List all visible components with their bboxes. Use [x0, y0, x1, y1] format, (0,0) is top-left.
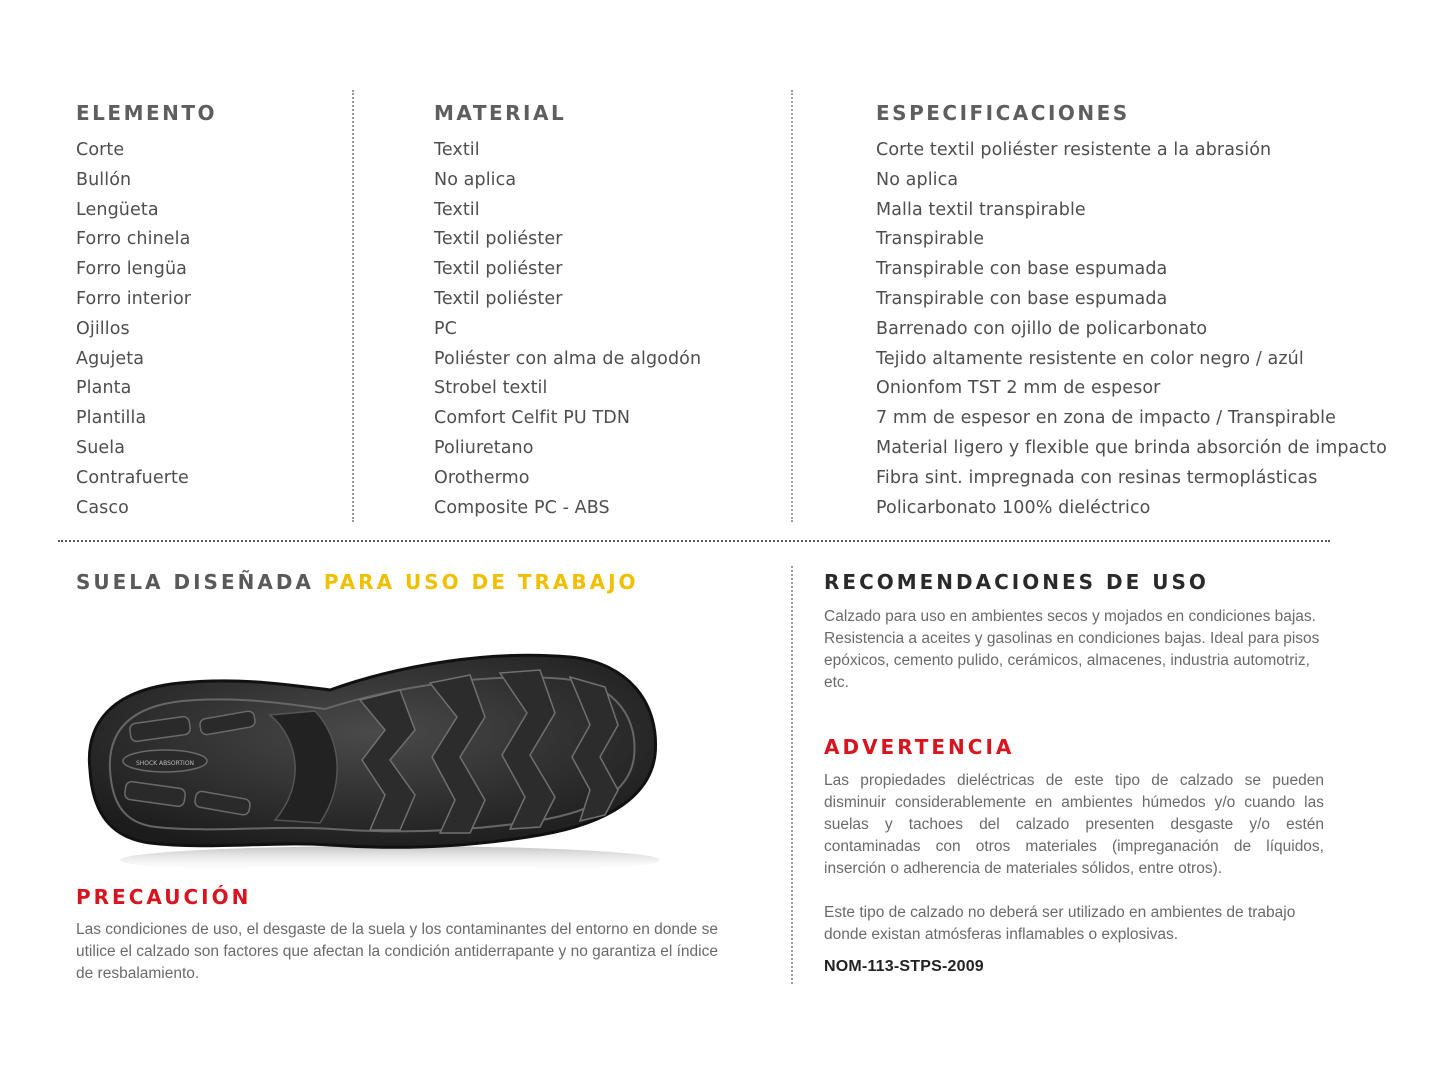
elemento-item: Corte [76, 140, 125, 160]
column-divider [352, 90, 354, 522]
elemento-item: Forro lengüa [76, 259, 187, 280]
elemento-item: Bullón [76, 169, 132, 190]
sole-label-text: SHOCK ABSORTION [135, 760, 195, 767]
material-item: Textil [434, 199, 480, 220]
elemento-column [76, 100, 336, 523]
material-item: Poliuretano [434, 437, 534, 458]
elemento-item: Suela [76, 437, 126, 458]
material-list [434, 136, 774, 523]
material-item: No aplica [434, 169, 517, 190]
elemento-item: Casco [76, 497, 129, 518]
elemento-item: Forro interior [76, 288, 192, 309]
especificaciones-list [876, 136, 1387, 523]
especificaciones-item: Tejido altamente resistente en color negro / azúl [876, 348, 1304, 369]
column-divider [791, 90, 793, 522]
material-item: Composite PC - ABS [434, 497, 610, 518]
especificaciones-item: Policarbonato 100% dieléctrico [876, 497, 1151, 518]
warning-text: Las propiedades dieléctricas de este tipo de calzado se pueden disminuir considerablemente en ambientes húmedos y/o cuando las suelas y tachoes del calzado presenten desgaste y/o estén contaminadas con otros materiales (impreganación de líquidos, inserción o adherencia de materiales sólidos, entre otros). [824, 772, 1324, 877]
bottom-column-divider [791, 566, 793, 984]
material-item: PC [434, 318, 457, 339]
elemento-list [76, 136, 336, 523]
sole-title [76, 570, 639, 594]
material-item: Poliéster con alma de algodón [434, 348, 702, 369]
especificaciones-item: Fibra sint. impregnada con resinas termoplásticas [876, 467, 1318, 488]
especificaciones-item: Onionfom TST 2 mm de espesor [876, 378, 1161, 399]
precaution-text: Las condiciones de uso, el desgaste de la suela y los contaminantes del entorno en donde se utilice el calzado son factores que afectan la condición antiderrapante y no garantiza el índice de resbalamiento. [76, 921, 718, 982]
especificaciones-item: Corte textil poliéster resistente a la abrasión [876, 140, 1272, 160]
especificaciones-item: Transpirable [876, 229, 985, 250]
material-item: Comfort Celfit PU TDN [434, 408, 631, 429]
especificaciones-column [876, 100, 1387, 523]
especificaciones-item: Transpirable con base espumada [876, 259, 1168, 280]
material-item: Orothermo [434, 467, 530, 488]
especificaciones-item: Material ligero y flexible que brinda absorción de impacto [876, 437, 1387, 458]
material-item: Textil poliéster [434, 259, 563, 280]
sole-title-main: SUELA DISEÑADA [76, 570, 324, 594]
material-item: Textil poliéster [434, 288, 563, 309]
precaution-title: PRECAUCIÓN [76, 885, 252, 909]
elemento-item: Planta [76, 378, 132, 399]
material-item: Textil poliéster [434, 229, 563, 250]
especificaciones-item: Malla textil transpirable [876, 199, 1086, 220]
material-item: Textil [434, 140, 480, 160]
material-column [434, 100, 774, 523]
especificaciones-item: Transpirable con base espumada [876, 288, 1168, 309]
elemento-item: Contrafuerte [76, 467, 189, 488]
standard-code: NOM-113-STPS-2009 [824, 958, 984, 975]
recommendations-title: RECOMENDACIONES DE USO [824, 570, 1209, 594]
elemento-item: Ojillos [76, 318, 130, 339]
material-heading: MATERIAL [434, 101, 567, 125]
material-item: Strobel textil [434, 378, 548, 399]
elemento-heading: ELEMENTO [76, 101, 218, 125]
warning-title: ADVERTENCIA [824, 735, 1015, 759]
recommendations-text: Calzado para uso en ambientes secos y mojados en condiciones bajas. Resistencia a aceites y gasolinas en condiciones bajas. Ideal para pisos epóxicos, cemento pulido, cerámicos, almacenes, industria automotriz, etc. [824, 608, 1320, 691]
shoe-sole-image [70, 645, 670, 875]
elemento-item: Agujeta [76, 348, 145, 369]
especificaciones-item: 7 mm de espesor en zona de impacto / Transpirable [876, 408, 1336, 429]
elemento-item: Lengüeta [76, 199, 159, 220]
elemento-item: Forro chinela [76, 229, 191, 250]
warning-text-explosive: Este tipo de calzado no deberá ser utilizado en ambientes de trabajo donde existan atmósferas inflamables o explosivas. [824, 904, 1296, 943]
elemento-item: Plantilla [76, 408, 147, 429]
especificaciones-item: Barrenado con ojillo de policarbonato [876, 318, 1208, 339]
section-divider [58, 540, 1330, 542]
especificaciones-item: No aplica [876, 169, 959, 190]
sole-title-accent: PARA USO DE TRABAJO [323, 570, 639, 594]
especificaciones-heading: ESPECIFICACIONES [876, 101, 1130, 125]
